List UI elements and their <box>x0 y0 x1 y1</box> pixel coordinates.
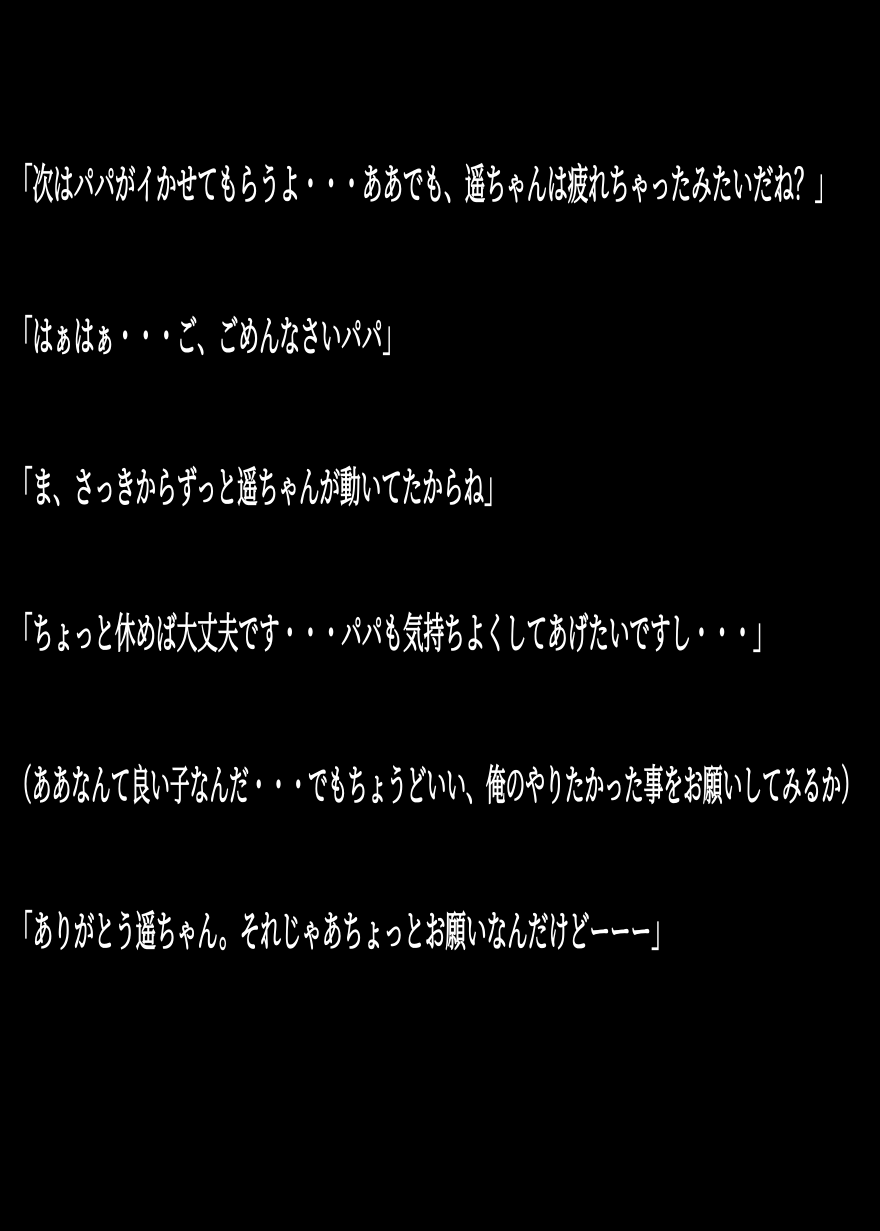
dialogue-line: 「はぁはぁ・・・ご、ごめんなさいパパ」 <box>12 312 404 361</box>
dialogue-line: 「ありがとう遥ちゃん。それじゃあちょっとお願いなんだけどーーー」 <box>12 907 672 956</box>
dialogue-line: 「次はパパがイかせてもらうよ・・・ああでも、遥ちゃんは疲れちゃったみたいだね？」 <box>12 160 836 209</box>
dialogue-line: 「ま、さっきからずっと遥ちゃんが動いてたからね」 <box>12 463 505 512</box>
dialogue-line: 「ちょっと休めば大丈夫です・・・パパも気持ちよくしてあげたいですし・・・」 <box>12 609 774 658</box>
dialogue-line: （ああなんて良い子なんだ・・・でもちょうどいい、俺のやりたかった事をお願いしてみるか） <box>12 761 861 810</box>
